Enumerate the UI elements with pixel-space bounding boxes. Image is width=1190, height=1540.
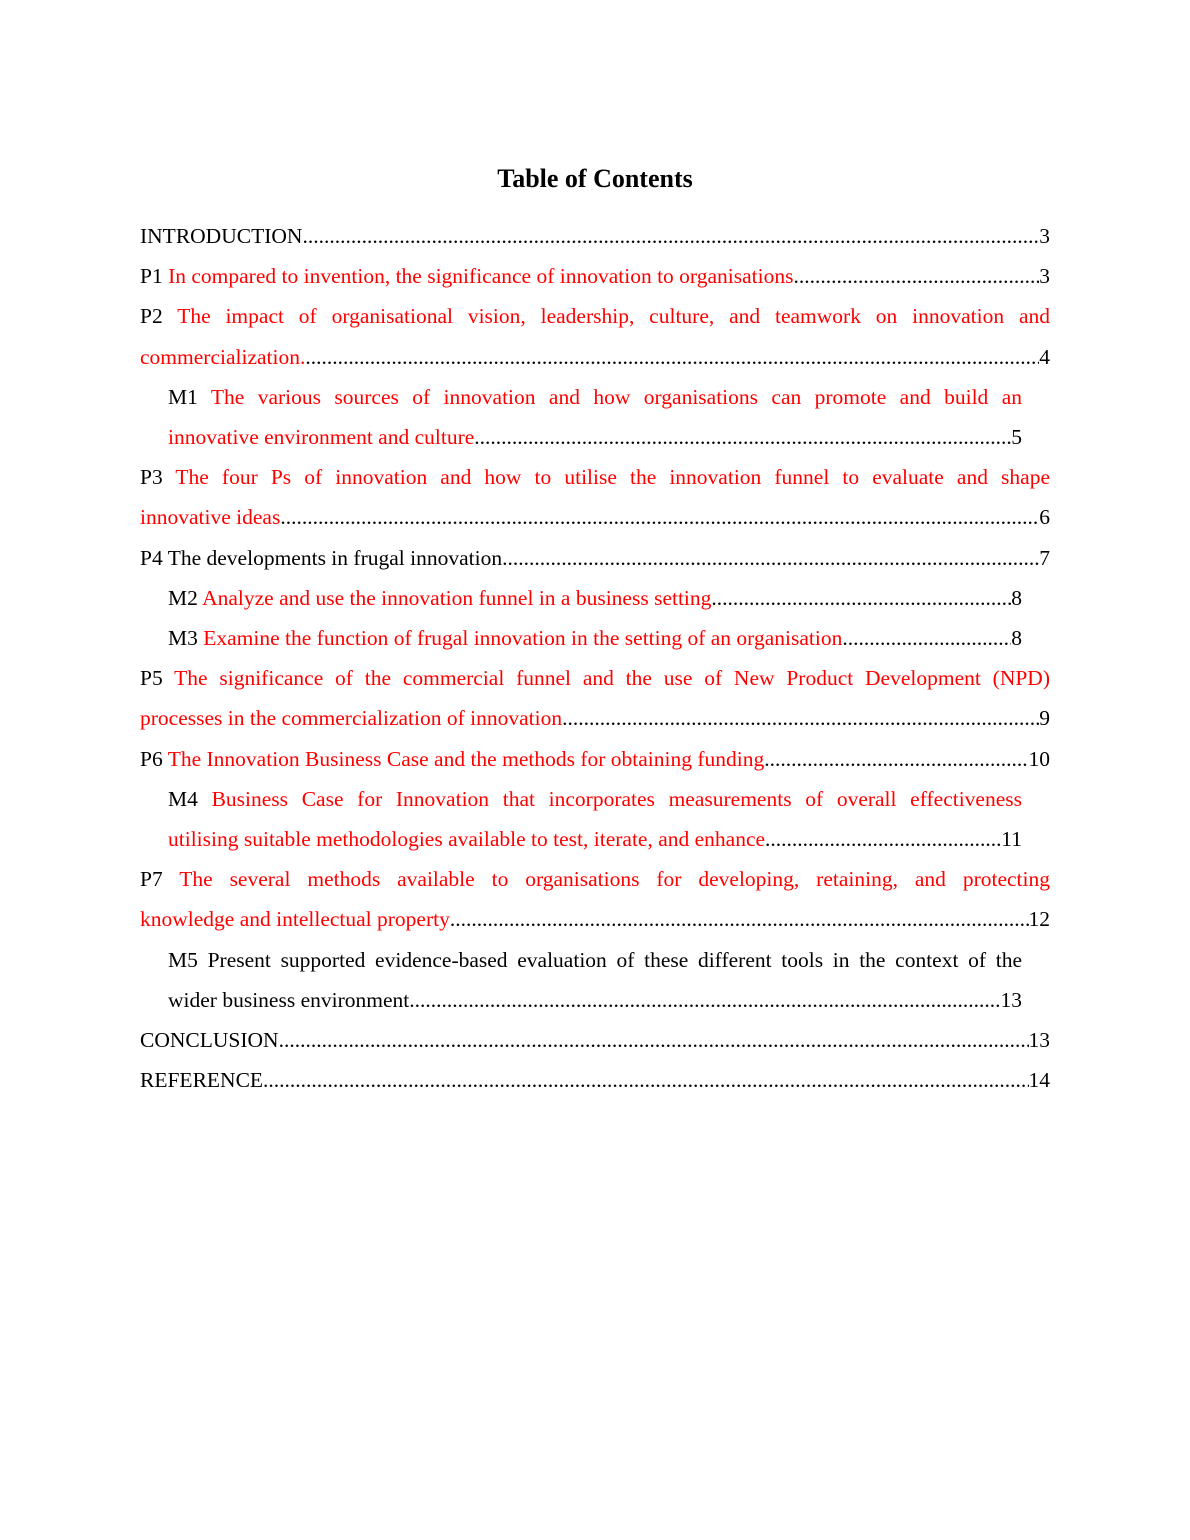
toc-entry-code: P5 [140,666,163,691]
toc-entry-title-line1: The various sources of innovation and how organisations can promote and build an [210,384,1022,409]
toc-page-number: 8 [1011,626,1022,651]
toc-entry-p2[interactable] [140,296,1050,376]
toc-entry-m1[interactable] [168,377,1022,457]
dot-leader [711,578,1011,618]
dot-leader [302,216,1039,256]
toc-page-number: 13 [1000,987,1022,1012]
toc-entry-title: CONCLUSION [140,1028,279,1053]
toc-entry-title-line1: The significance of the commercial funnel and the use of New Product Development (NPD) [174,666,1050,691]
toc-entry-title-line1: Present supported evidence-based evaluation of these different tools in the context of the [207,947,1022,972]
toc-page-number: 3 [1039,224,1050,248]
toc-heading: Table of Contents [497,164,693,193]
toc-entry-title-line1: The impact of organisational vision, leadership, culture, and teamwork on innovation and [177,304,1050,329]
dot-leader [562,698,1039,738]
dot-leader [305,337,1039,377]
toc-entry-code: P7 [140,867,163,892]
toc-page-number: 12 [1028,907,1050,932]
toc-entry-title: utilising suitable methodologies available to test, iterate, and enhance [168,827,766,852]
toc-entry-title: Examine the function of frugal innovation in the setting of an organisation [203,626,843,651]
toc-entry-title: The developments in frugal innovation [167,545,503,570]
toc-entry-p4[interactable] [140,538,1050,578]
toc-entry-p7[interactable] [140,859,1050,939]
toc-page-number: 7 [1039,545,1050,570]
toc-entry-code: M4 [168,786,198,811]
dot-leader [502,538,1039,578]
dot-leader [474,417,1011,457]
toc-entry-code: P3 [140,465,163,490]
toc-entry-title-line1: The four Ps of innovation and how to utilise the innovation funnel to evaluate and shape [175,465,1050,490]
toc-entry-reference[interactable] [140,1060,1050,1100]
dot-leader [842,618,1011,658]
toc-page-number: 13 [1028,1028,1050,1053]
toc-entry-code: M2 [168,585,198,610]
dot-leader [764,739,1028,779]
toc-entry-code: P1 [140,264,163,289]
toc-page-number: 9 [1039,706,1050,731]
toc-entry-m5[interactable] [168,940,1022,1020]
toc-entry-code: P2 [140,304,163,329]
dot-leader [450,899,1029,939]
dot-leader [279,1020,1029,1060]
toc-entry-m2[interactable] [168,578,1022,618]
toc-entry-code: P4 [140,545,163,570]
toc-entry-p6[interactable] [140,739,1050,779]
toc-entry-title-line1: Business Case for Innovation that incorporates measurements of overall effectiveness [211,786,1023,811]
toc-entry-p5[interactable] [140,658,1050,738]
toc-entry-title: processes in the commercialization of innovation [140,706,563,731]
toc-entry-code: M3 [168,626,198,651]
toc-entry-code: M1 [168,384,198,409]
dot-leader [409,980,1000,1020]
toc-entry-title: commercialization. [140,344,306,369]
toc-entry-title: REFERENCE [140,1068,264,1093]
dot-leader [280,497,1039,537]
toc-entry-title: In compared to invention, the significance of innovation to organisations [168,264,794,289]
toc-entry-m4[interactable] [168,779,1022,859]
toc-entry-introduction[interactable] [140,216,1050,256]
dot-leader [793,256,1039,296]
toc-entry-p3[interactable] [140,457,1050,537]
toc-entry-title: Analyze and use the innovation funnel in a business setting [202,585,712,610]
toc-entry-title: The Innovation Business Case and the methods for obtaining funding [167,746,765,771]
toc-page-number: 4 [1039,344,1050,369]
toc-page-number: 3 [1039,264,1050,289]
toc-entry-title: knowledge and intellectual property [140,907,450,932]
toc-page-number: 11 [1001,827,1022,852]
toc-page-number: 6 [1039,505,1050,530]
toc-entry-title: innovative environment and culture [168,425,475,450]
dot-leader [765,819,1001,859]
toc-entry-code: P6 [140,746,163,771]
toc-page-number: 5 [1011,425,1022,450]
toc-entry-code: M5 [168,947,198,972]
toc-page-number: 8 [1011,585,1022,610]
toc-entry-conclusion[interactable] [140,1020,1050,1060]
toc-entry-m3[interactable] [168,618,1022,658]
toc-entry-title-line1: The several methods available to organisations for developing, retaining, and protecting [179,867,1050,892]
toc-entry-title: innovative ideas [140,505,281,530]
toc-entry-title: wider business environment [168,987,410,1012]
toc-entry-p1[interactable] [140,256,1050,296]
table-of-contents [140,216,1050,1100]
toc-page-number: 10 [1028,746,1050,771]
toc-page-number: 14 [1028,1068,1050,1093]
toc-entry-title: INTRODUCTION [140,224,303,248]
dot-leader [263,1060,1028,1100]
